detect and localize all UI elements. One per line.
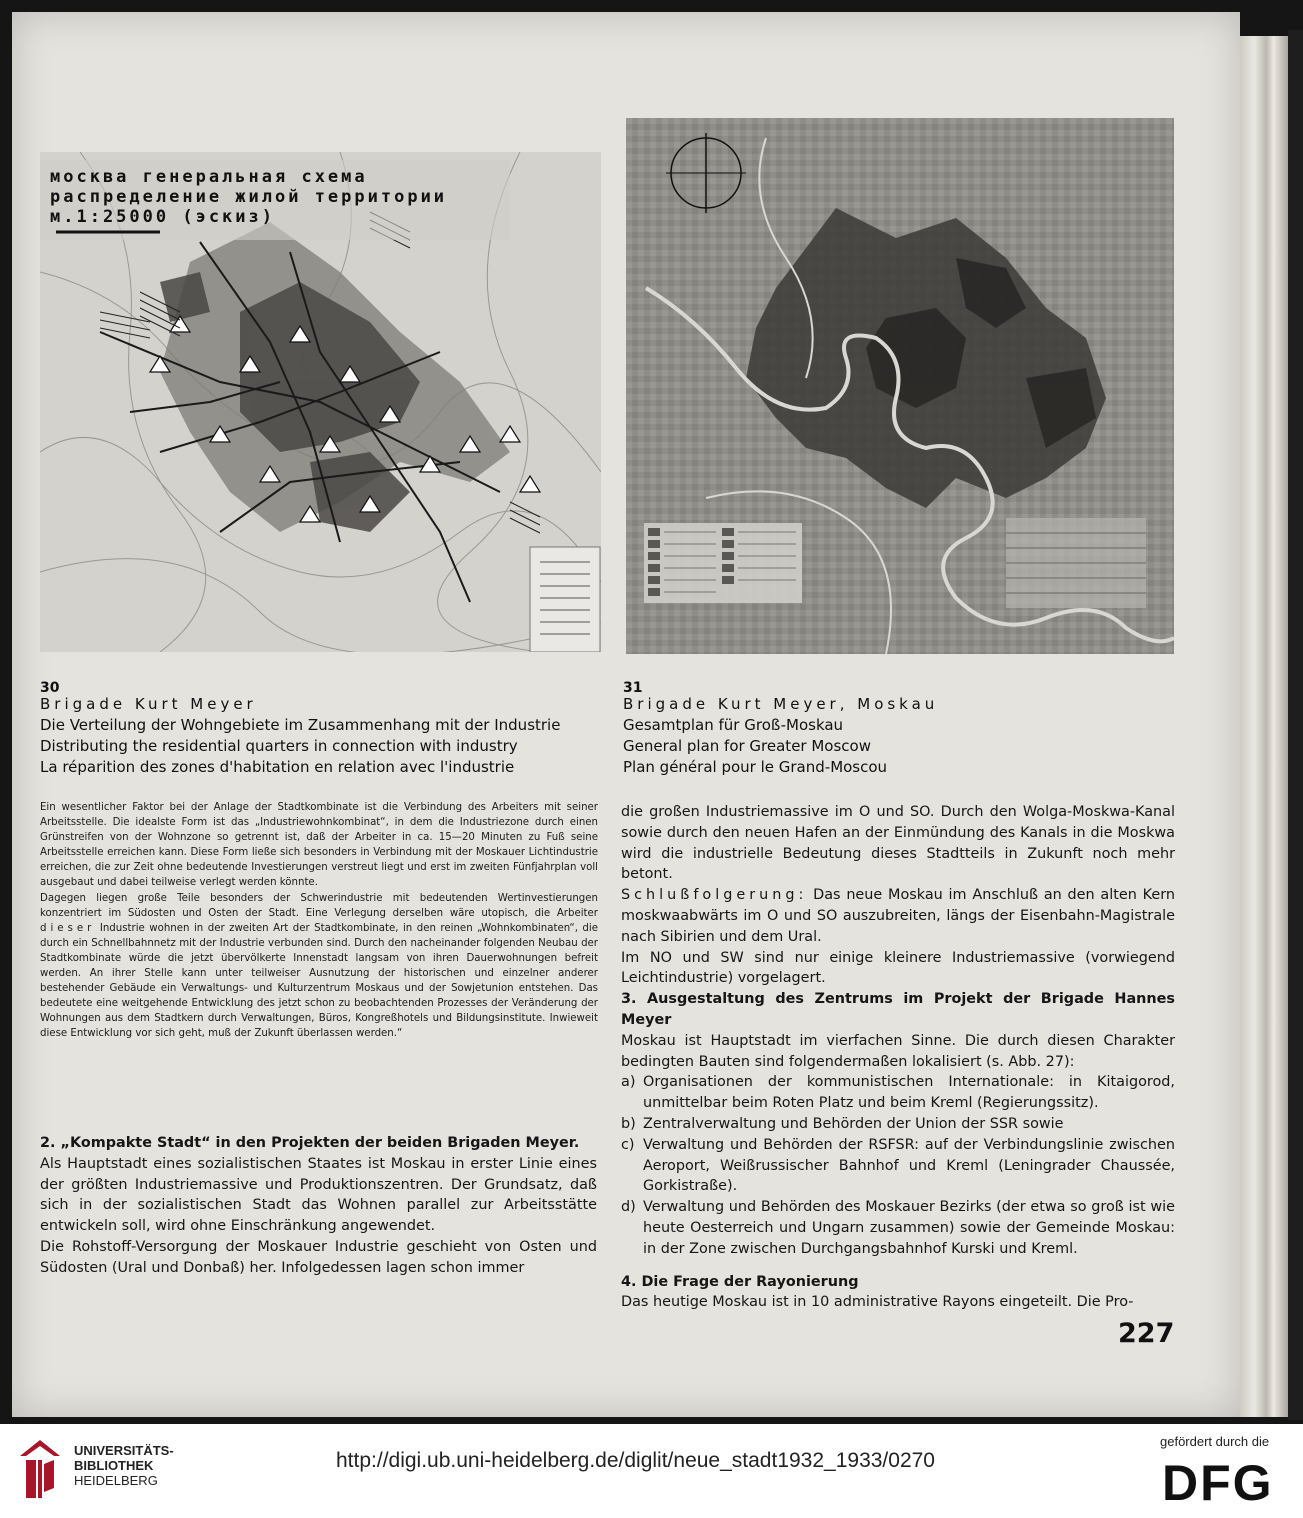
figure-31-caption-en: General plan for Greater Moscow [623, 737, 871, 755]
list-item-text: Verwaltung und Behörden des Moskauer Bezirks (der etwa so groß ist wie heute Oesterreich und Ungarn zusammen) sowie der Gemeinde Moskau: in der Zone zwischen Durchgangsbahnhof Kurski und Kreml. [643, 1199, 1175, 1257]
section-2-paragraph-2: Die Rohstoff-Versorgung der Moskauer Industrie geschieht von Osten und Südosten (Ural und Donbaß) her. Infolgedessen lagen schon immer [40, 1238, 597, 1276]
map-title-line-2: распределение жилой территории [50, 187, 448, 207]
section-3-paragraph: Moskau ist Hauptstadt im vierfachen Sinne. Die durch diesen Charakter bedingten Bauten sind folgendermaßen lokalisiert (s. Abb. 27): [621, 1032, 1175, 1070]
figure-31-author: Brigade Kurt Meyer, Moskau [623, 695, 939, 713]
list-item-label: c) [621, 1136, 635, 1153]
section-4-heading: 4. Die Frage der Rayonierung [621, 1273, 859, 1290]
map-title-line-3: м.1:25000 (эскиз) [50, 207, 275, 227]
greater-moscow-plan-image [626, 118, 1174, 654]
dfg-logo-text: DFG [1162, 1456, 1274, 1506]
list-item [621, 1072, 1175, 1114]
quote-paragraph-2-start: Dagegen liegen große Teile besonders der Schwerindustrie mit bedeutenden Wertinvestierungen konzentriert im Südosten und Osten der Stadt. Eine Verlegung derselben wäre utopisch, die Arbeiter [40, 892, 598, 919]
ub-line-1: UNIVERSITÄTS- [74, 1443, 174, 1458]
permalink-url[interactable]: http://digi.ub.uni-heidelberg.de/diglit/neue_stadt1932_1933/0270 [336, 1449, 935, 1472]
figure-30-author: Brigade Kurt Meyer [40, 695, 257, 713]
book-spine-edge [1288, 30, 1303, 1420]
right-paragraph-2 [621, 885, 1175, 947]
quote-emphasis: dieser [40, 922, 96, 934]
list-item-text: Zentralverwaltung und Behörden der Union der SSR sowie [643, 1115, 1064, 1132]
ub-line-2: BIBLIOTHEK [74, 1458, 154, 1473]
list-item-text: Verwaltung und Behörden der RSFSR: auf der Verbindungslinie zwischen Aeroport, Weißrussischer Bahnhof und Kreml (Leningrader Chaussée, Gorkistraße). [643, 1136, 1175, 1195]
section-4-paragraph: Das heutige Moskau ist in 10 administrative Rayons eingeteilt. Die Pro- [621, 1294, 1134, 1311]
quote-paragraph-1: Ein wesentlicher Faktor bei der Anlage der Stadtkombinate ist die Verbindung des Arbeiters mit seiner Arbeitsstelle. Die idealste Form ist das „Industriewohnkombinat“, in dem die Industriezone durch einen Grünstreifen von der Wohnzone so getrennt ist, daß der Arbeiter in ca. 15—20 Minuten zu Fuß seine Arbeitsstelle erreichen kann. Diese Form ließe sich besonders in Verbindung mit der Moskauer Lichtindustrie erreichen, die zur Zeit ohne bedeutende Investierungen verstreut liegt und erst im zweiten Fünfjahrplan voll ausgebaut und dabei teilweise verlegt werden könnte. [40, 802, 598, 889]
conclusion-text: Das neue Moskau im Anschluß an den alten Kern moskwaabwärts im O und SO auszubreiten, längs der Eisenbahn-Magistrale nach Sibirien und dem Ural. [621, 887, 1175, 945]
list-item [621, 1135, 1175, 1197]
right-paragraph-1: die großen Industriemassive im O und SO. Durch den Wolga-Moskwa-Kanal sowie durch den neuen Hafen an der Einmündung des Kanals in die Moskwa wird die industrielle Bedeutung dieses Stadtteils in Zukunft noch mehr betont. [621, 804, 1175, 883]
ub-line-3: HEIDELBERG [74, 1473, 158, 1488]
left-column-body [40, 1133, 597, 1279]
right-paragraph-3: Im NO und SW sind nur einige kleinere Industriemassive (vorwiegend Leichtindustrie) vorgelagert. [621, 949, 1175, 987]
right-column-body [621, 802, 1175, 1313]
figure-31-caption-fr: Plan général pour le Grand-Moscou [623, 758, 888, 776]
left-column-quote [40, 800, 598, 1042]
figure-30-map [40, 152, 601, 652]
university-library-logo-icon[interactable] [16, 1436, 64, 1502]
figure-31-general-plan [626, 118, 1174, 654]
figure-30-caption-de: Die Verteilung der Wohngebiete im Zusammenhang mit der Industrie [40, 716, 561, 734]
section-2-heading: 2. „Kompakte Stadt“ in den Projekten der beiden Brigaden Meyer. [40, 1135, 580, 1151]
conclusion-label: Schlußfolgerung: [621, 887, 808, 904]
figure-31-caption-de: Gesamtplan für Groß-Moskau [623, 716, 844, 734]
map-title-line-1: москва генеральная схема [50, 167, 368, 187]
list-item [621, 1114, 1175, 1135]
section-3-heading: 3. Ausgestaltung des Zentrums im Projekt der Brigade Hannes Meyer [621, 991, 1175, 1028]
figure-30-caption-en: Distributing the residential quarters in connection with industry [40, 737, 518, 755]
figure-30-caption-fr: La réparition des zones d'habitation en relation avec l'industrie [40, 758, 515, 776]
funding-label: gefördert durch die [1160, 1434, 1270, 1449]
list-item [621, 1197, 1175, 1259]
figure-30-number: 30 [40, 680, 60, 696]
moscow-residential-map-image [40, 152, 601, 652]
list-item-label: d) [621, 1199, 636, 1216]
page-stack-edge [1240, 36, 1288, 1417]
section-2-paragraph-1: Als Hauptstadt eines sozialistischen Staates ist Moskau in erster Linie eines der größten Industriemassive und Produktionszentren. Der Grundsatz, daß sich in der sozialistischen Stadt das Wohnen parallel zur Arbeitsstätte entwickeln soll, wird ohne Einschränkung angewendet. [40, 1155, 597, 1235]
dfg-logo-icon[interactable] [1160, 1456, 1286, 1506]
quote-paragraph-2-end: Industrie wohnen in der zweiten Art der Stadtkombinate, in den reinen „Wohnkombinaten“, die durch ein Schnellbahnnetz mit der Industrie verbunden sind. Durch den nacheinander folgenden Neubau der Stadtkombinate würde die jetzt übervölkerte Innenstadt langsam von ihren Dauerwohnungen befreit werden. An ihrer Stelle kann unter teilweiser Ausnutzung der historischen und einzelner anderer bestehender Gebäude ein Verwaltungs- und Kulturzentrum Moskaus und der Sowjetunion entstehen. Das bedeutete eine weitgehende Entwicklung des jetzt schon zu beobachtenden Prozesses der Veränderung der Wohnungen aus dem Stadtkern durch Verwaltungen, Büros, Kongreßhotels und Bildungsinstitute. Inwieweit diese Entwicklung vor sich geht, muß der Zukunft überlassen werden.“ [40, 922, 598, 1040]
list-item-label: b) [621, 1115, 636, 1132]
figure-31-number: 31 [623, 680, 643, 696]
university-library-name[interactable] [74, 1443, 174, 1488]
list-item-label: a) [621, 1074, 636, 1091]
page-number: 227 [1118, 1318, 1175, 1349]
list-item-text: Organisationen der kommunistischen Internationale: in Kitaigorod, unmittelbar beim Roten Platz und beim Kreml (Regierungssitz). [643, 1074, 1175, 1112]
quote-paragraph-2 [40, 891, 598, 1042]
